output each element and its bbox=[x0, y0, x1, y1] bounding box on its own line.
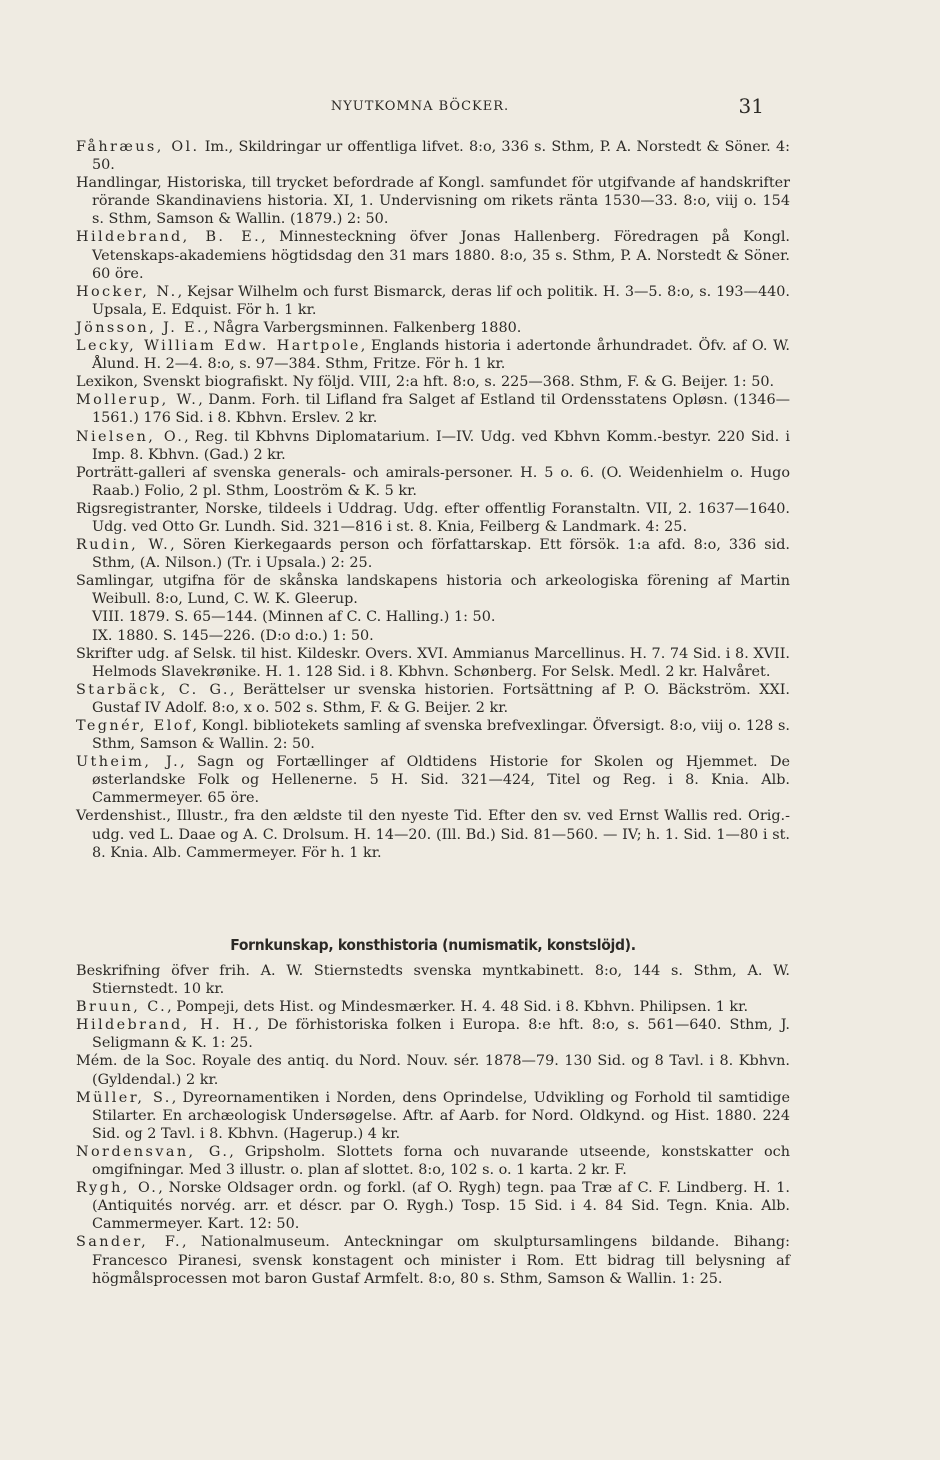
bibliography-entry bbox=[76, 1143, 790, 1179]
entry-author: Müller, S. bbox=[76, 1089, 172, 1106]
entry-text: , Englands historia i adertonde århundradet. Öfv. af O. W. Ålund. H. 2—4. 8:o, s. 97—384. Sthm, Fritze. För h. 1 kr. bbox=[92, 338, 790, 373]
page-number: 31 bbox=[738, 94, 764, 118]
bibliography-entry bbox=[76, 536, 790, 572]
entry-author: Nordensvan, G. bbox=[76, 1143, 230, 1160]
bibliography-entry bbox=[76, 228, 790, 282]
entry-text: , Kejsar Wilhelm och furst Bismarck, deras lif och politik. H. 3—5. 8:o, s. 193—440. Upsala, E. Edquist. För h. 1 kr. bbox=[92, 283, 791, 318]
entry-author: Hildebrand, B. E. bbox=[76, 229, 262, 246]
bibliography-entry bbox=[76, 1089, 790, 1143]
entry-text: , Gripsholm. Slottets forna och nuvarande utseende, konstskatter och omgifningar. Med 3 illustr. o. plan af slottet. 8:o, 102 s. o. 1 karta. 2 kr. F. bbox=[92, 1143, 790, 1179]
entry-text: , Minnesteckning öfver Jonas Hallenberg. Föredragen på Kongl. Vetenskaps-akademiens högtidsdag den 31 mars 1880. 8:o, 35 s. Sthm, P. A. Norstedt & Söner. 60 öre. bbox=[92, 229, 790, 282]
bibliography-entry bbox=[76, 572, 790, 608]
entry-author: Mollerup, W. bbox=[76, 392, 199, 409]
entry-author: Bruun, C. bbox=[76, 999, 168, 1016]
entry-text: Porträtt-galleri af svenska generals- och amirals-personer. H. 5 o. 6. (O. Weidenhielm o. Hugo Raab.) Folio, 2 pl. Sthm, Looström & K. 5 kr. bbox=[76, 464, 790, 499]
bibliography-entry bbox=[76, 337, 790, 373]
entry-author: Rygh, O. bbox=[76, 1180, 159, 1197]
entry-text: IX. 1880. S. 145—226. (D:o d:o.) 1: 50. bbox=[92, 627, 374, 644]
entry-author: Sander, F. bbox=[76, 1234, 182, 1251]
bibliography-entry bbox=[76, 681, 790, 717]
bibliography-entry bbox=[76, 627, 790, 645]
bibliography-entry bbox=[76, 428, 790, 464]
entry-text: , Reg. til Kbhvns Diplomatarium. I—IV. Udg. ved Kbhvn Komm.-bestyr. 220 Sid. i Imp. 8. Kbhvn. (Gad.) 2 kr. bbox=[92, 428, 791, 463]
bibliography-entry bbox=[76, 464, 790, 500]
entry-author: Hildebrand, H. H. bbox=[76, 1017, 255, 1034]
entry-text: , Kongl. bibliotekets samling af svenska brefvexlingar. Öfversigt. 8:o, viij o. 128 s. Sthm, Samson & Wallin. 2: 50. bbox=[92, 718, 790, 753]
bibliography-entry bbox=[76, 753, 790, 807]
entry-author: Rudin, W. bbox=[76, 537, 171, 554]
bibliography-entry bbox=[76, 1179, 790, 1233]
bibliography-entry bbox=[76, 174, 790, 228]
entry-text: Lexikon, Svenskt biografiskt. Ny följd. VIII, 2:a hft. 8:o, s. 225—368. Sthm, F. & G. Beijer. 1: 50. bbox=[76, 374, 775, 391]
section-heading: Fornkunskap, konsthistoria (numismatik, konstslöjd). bbox=[230, 936, 636, 954]
entry-text: , Danm. Forh. til Lifland fra Salget af Estland til Ordensstatens Opløsn. (1346—1561.) 176 Sid. i 8. Kbhvn. Erslev. 2 kr. bbox=[92, 392, 790, 427]
entry-text: , Nationalmuseum. Anteckningar om skulptursamlingens bildande. Bihang: Francesco Piranesi, svensk konstagent och minister i Rom. Ett bidrag till belysning af högmålsprocessen mot baron Gustaf Armfelt. 8:o, 80 s. Sthm, Samson & Wallin. 1: 25. bbox=[92, 1234, 790, 1287]
bibliography-entry bbox=[76, 1016, 790, 1052]
entry-author: Fåhræus, Ol. bbox=[76, 139, 200, 155]
entry-text: , Sagn og Fortællinger af Oldtidens Historie for Skolen og Hjemmet. De østerlandske Folk og Hellenerne. 5 H. Sid. 321—424, Titel og Reg. i 8. Knia. Alb. Cammermeyer. 65 öre. bbox=[92, 754, 790, 807]
entry-text: , Sören Kierkegaards person och författarskap. Ett försök. 1:a afd. 8:o, 336 sid. Sthm, (A. Nilson.) (Tr. i Upsala.) 2: 25. bbox=[92, 537, 790, 572]
entry-text: Verdenshist., Illustr., fra den ældste til den nyeste Tid. Efter den sv. ved Ernst Wallis red. Orig.-udg. ved L. Daae og A. C. Drolsum. H. 14—20. (Ill. Bd.) Sid. 81—560. — IV; h. 1. Sid. 1—80 i st. 8. Knia. Alb. Cammermeyer. För h. 1 kr. bbox=[76, 808, 790, 861]
entry-text: , De förhistoriska folken i Europa. 8:e hft. 8:o, s. 561—640. Sthm, J. Seligmann & K. 1: 25. bbox=[92, 1017, 791, 1052]
entry-author: Starbäck, C. G. bbox=[76, 681, 230, 698]
bibliography-entry bbox=[76, 373, 790, 391]
entry-text: , Dyreornamentiken i Norden, dens Oprindelse, Udvikling og Forhold til samtidige Stilarter. En archæologisk Undersøgelse. Aftr. af Aarb. for Nord. Oldkynd. og Hist. 1880. 224 Sid. og 2 Tavl. i 8. Kbhvn. (Hagerup.) 4 kr. bbox=[92, 1089, 790, 1142]
entry-author: Lecky, William Edw. Hartpole bbox=[76, 338, 361, 355]
bibliography-entry bbox=[76, 717, 790, 753]
entry-text: Im., Skildringar ur offentliga lifvet. 8:o, 336 s. Sthm, P. A. Norstedt & Söner. 4: 50. bbox=[92, 139, 790, 174]
entry-text: , Norske Oldsager ordn. og forkl. (af O. Rygh) tegn. paa Træ af C. F. Lindberg. H. 1. (Antiquités norvég. arr. et déscr. par O. Rygh.) Tosp. 15 Sid. i 4. 84 Sid. Tegn. Knia. Alb. Cammermeyer. Kart. 12: 50. bbox=[92, 1180, 790, 1233]
entry-text: , Berättelser ur svenska historien. Fortsättning af P. O. Bäckström. XXI. Gustaf IV Adolf. 8:o, x o. 502 s. Sthm, F. & G. Beijer. 2 kr. bbox=[92, 681, 790, 716]
entry-text: Handlingar, Historiska, till trycket befordrade af Kongl. samfundet för utgifvande af handskrifter rörande Skandinaviens historia. XI, 1. Undervisning om rikets ränta 1530—33. 8:o, viij o. 154 s. Sthm, Samson & Wallin. (1879.) 2: 50. bbox=[76, 175, 790, 228]
bibliography-entry bbox=[76, 962, 790, 998]
entry-text: Skrifter udg. af Selsk. til hist. Kildeskr. Overs. XVI. Ammianus Marcellinus. H. 7. 74 Sid. i 8. XVII. Helmods Slavekrønike. H. 1. 128 Sid. i 8. Kbhvn. Schønberg. For Selsk. Medl. 2 kr. Halvåret. bbox=[76, 645, 790, 680]
page-header bbox=[76, 96, 764, 118]
entry-author: Jönsson, J. E. bbox=[76, 319, 205, 336]
entry-text: Mém. de la Soc. Royale des antiq. du Nord. Nouv. sér. 1878—79. 130 Sid. og 8 Tavl. i 8. Kbhvn. (Gyldendal.) 2 kr. bbox=[76, 1053, 790, 1088]
bibliography-entry bbox=[76, 1052, 790, 1088]
bibliography-entry bbox=[76, 138, 790, 174]
bibliography-entry bbox=[76, 319, 790, 337]
entry-author: Tegnér, Elof bbox=[76, 718, 193, 734]
bibliography-entry bbox=[76, 608, 790, 626]
entry-text: Samlingar, utgifna för de skånska landskapens historia och arkeologiska förening af Martin Weibull. 8:o, Lund, C. W. K. Gleerup. bbox=[76, 573, 790, 608]
bibliography-entry bbox=[76, 500, 790, 536]
running-title: NYUTKOMNA BÖCKER. bbox=[330, 99, 510, 114]
entry-text: , Några Varbergsminnen. Falkenberg 1880. bbox=[204, 319, 522, 336]
entry-author: Hocker, N. bbox=[76, 283, 178, 300]
entry-author: Nielsen, O. bbox=[76, 428, 185, 445]
bibliography-list bbox=[76, 138, 790, 862]
bibliography-entry bbox=[76, 283, 790, 319]
bibliography-entry bbox=[76, 391, 790, 427]
entry-author: Utheim, J. bbox=[76, 754, 181, 771]
entry-text: Beskrifning öfver frih. A. W. Stiernstedts svenska myntkabinett. 8:o, 144 s. Sthm, A. W. Stiernstedt. 10 kr. bbox=[76, 963, 790, 998]
bibliography-entry bbox=[76, 645, 790, 681]
entry-text: Rigsregistranter, Norske, tildeels i Uddrag. Udg. efter offentlig Foranstaltn. VII, 2. 1637—1640. Udg. ved Otto Gr. Lundh. Sid. 321—816 i st. 8. Knia, Feilberg & Landmark. 4: 25. bbox=[76, 500, 790, 535]
entry-text: , Pompeji, dets Hist. og Mindesmærker. H. 4. 48 Sid. i 8. Kbhvn. Philipsen. 1 kr. bbox=[167, 999, 749, 1016]
bibliography-entry bbox=[76, 1233, 790, 1287]
bibliography-entry bbox=[76, 807, 790, 861]
bibliography-entry bbox=[76, 998, 790, 1016]
section-bibliography-list bbox=[76, 962, 790, 1288]
entry-text: VIII. 1879. S. 65—144. (Minnen af C. C. Halling.) 1: 50. bbox=[92, 609, 496, 626]
